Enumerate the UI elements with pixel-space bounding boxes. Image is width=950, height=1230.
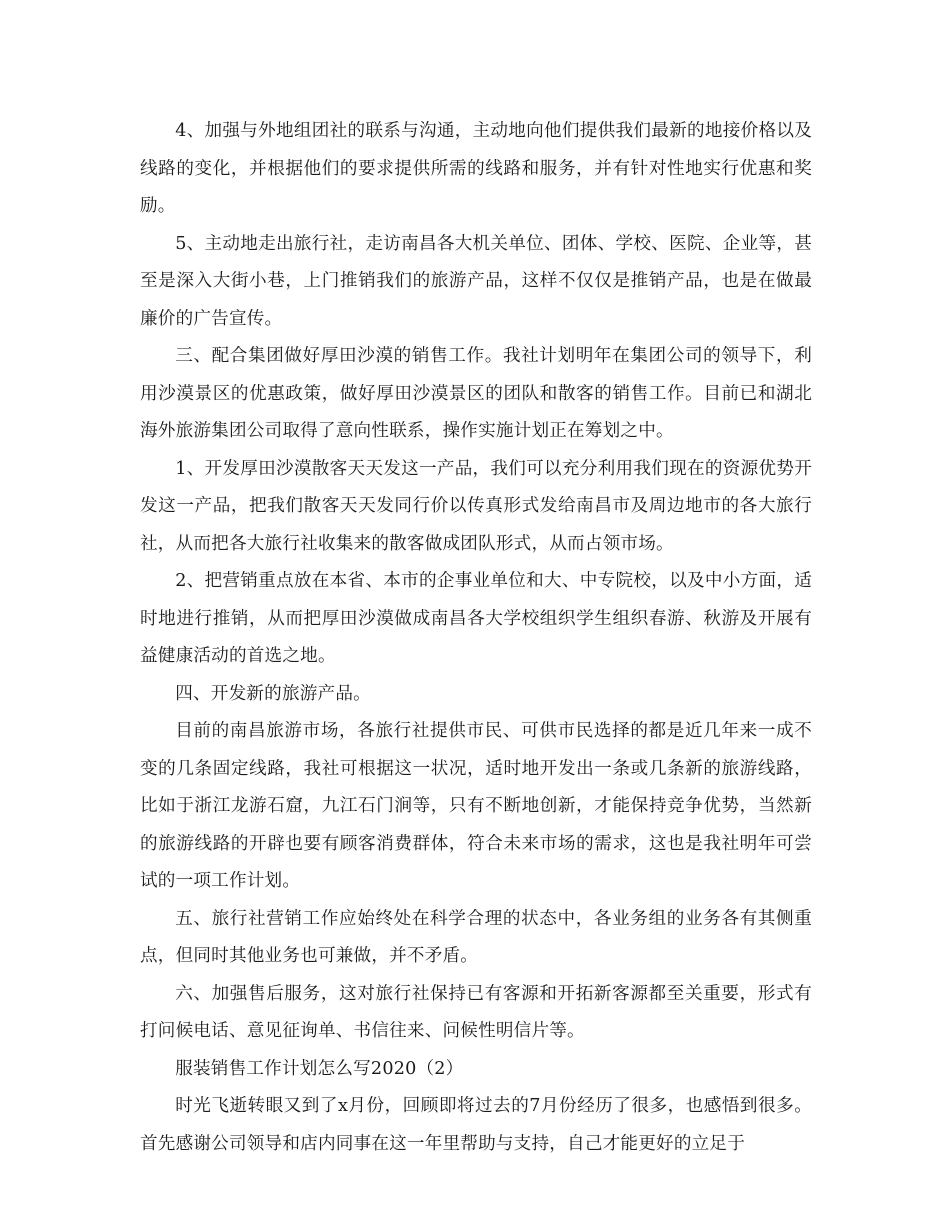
paragraph-section-3-desert-sales: 三、配合集团做好厚田沙漠的销售工作。我社计划明年在集团公司的领导下，利用沙漠景区的优惠政策，做好厚田沙漠景区的团队和散客的销售工作。目前已和湖北海外旅游集团公司取得了意向性联系，操作实施计划正在筹划之中。 (140, 346, 812, 441)
paragraph-subtitle: 服装销售工作计划怎么写2020（2） (175, 1058, 464, 1079)
document-body (140, 113, 812, 1163)
paragraph-intro: 时光飞逝转眼又到了x月份，回顾即将过去的7月份经历了很多，也感悟到很多。首先感谢公司领导和店内同事在这一年里帮助与支持，自己才能更好的立足于 (140, 1096, 812, 1154)
paragraph-item-1-product: 1、开发厚田沙漠散客天天发这一产品，我们可以充分利用我们现在的资源优势开发这一产品，把我们散客天天发同行价以传真形式发给南昌市及周边地市的各大旅行社，从而把各大旅行社收集来的散客做成团队形式，从而占领市场。 (140, 458, 812, 554)
paragraph-item-2-marketing-focus: 2、把营销重点放在本省、本市的企事业单位和大、中专院校，以及中小方面，适时地进行推销，从而把厚田沙漠做成南昌各大学校组织学生组织春游、秋游及开展有益健康活动的首选之地。 (140, 571, 812, 666)
paragraph-item-4-liaison: 4、加强与外地组团社的联系与沟通，主动地向他们提供我们最新的地接价格以及线路的变化，并根据他们的要求提供所需的线路和服务，并有针对性地实行优惠和奖励。 (140, 121, 812, 216)
paragraph-section-4-heading: 四、开发新的旅游产品。 (175, 683, 371, 704)
paragraph-item-5-outreach: 5、主动地走出旅行社，走访南昌各大机关单位、团体、学校、医院、企业等，甚至是深入大街小巷，上门推销我们的旅游产品，这样不仅仅是推销产品，也是在做最廉价的广告宣传。 (140, 233, 812, 329)
paragraph-section-5: 五、旅行社营销工作应始终处在科学合理的状态中，各业务组的业务各有其侧重点，但同时其他业务也可兼做，并不矛盾。 (140, 908, 812, 966)
paragraph-section-6: 六、加强售后服务，这对旅行社保持已有客源和开拓新客源都至关重要，形式有打问候电话、意见征询单、书信往来、问候性明信片等。 (140, 983, 812, 1041)
paragraph-market-analysis: 目前的南昌旅游市场，各旅行社提供市民、可供市民选择的都是近几年来一成不变的几条固定线路，我社可根据这一状况，适时地开发出一条或几条新的旅游线路，比如于浙江龙游石窟，九江石门涧等，只有不断地创新，才能保持竞争优势，当然新的旅游线路的开辟也要有顾客消费群体，符合未来市场的需求，这也是我社明年可尝试的一项工作计划。 (140, 721, 812, 891)
